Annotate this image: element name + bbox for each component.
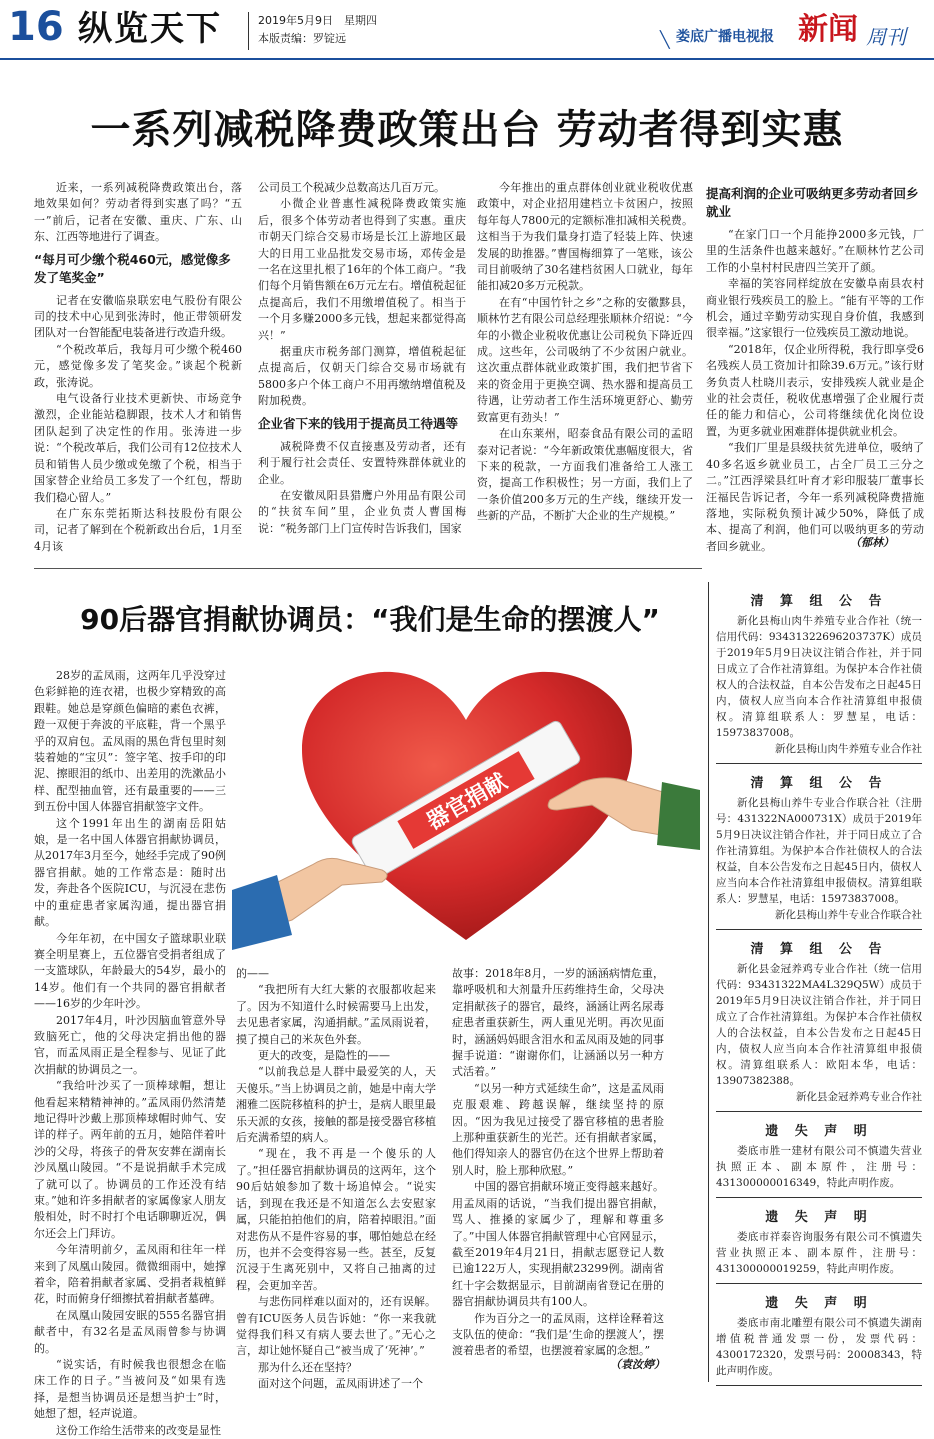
paragraph: 中国的器官捐献环境正变得越来越好。用孟凤雨的话说，“当我们提出器官捐献，骂人、推搡的家属少了，理解和尊重多了。”中国人体器官捐献管理中心官网显示，截至2019年4月21日，捐献志愿登记人数已逾122万人，实现捐献23299例。湖南省红十字会数据显示，目前湖南省登记在册的器官捐献协调员共有100人。: [452, 1180, 664, 1309]
paragraph: 幸福的笑容同样绽放在安徽阜南县农村商业银行残疾员工的脸上。“能有平等的工作机会，通过辛勤劳动实现自身价值，我感到很幸福。”这家银行一位残疾员工激动地说。: [706, 277, 924, 340]
paragraph: 公司员工个税减少总数高达几百万元。: [258, 181, 445, 194]
notice-body: 娄底市南北雕塑有限公司不慎遗失湖南增值税普通发票一份，发票代码：4300172320，发票号码：20008343，特此声明作废。: [716, 1317, 922, 1377]
organ-donation-illustration: [232, 650, 700, 960]
page-header: [0, 0, 934, 62]
subheading: 企业省下来的钱用于提高员工待遇等: [258, 415, 459, 431]
notice-box: [716, 930, 922, 1112]
notice-body: 新化县梅山养牛专业合作联合社（注册号：431322NA000731X）成员于2019年5月9日决议注销合作社，并于同日成立了合作社清算组。为保护本合作社债权人的合法权益，自本公告发布之日起45日内，债权人应当向本合作社清算组申报债权。清算组联系人：罗慧星，电话：15973837008。: [716, 797, 922, 905]
notice-body: 娄底市祥泰咨询服务有限公司不慎遗失营业执照正本、副本原件，注册号：431300000019259，特此声明作废。: [716, 1231, 922, 1275]
notice-body: 新化县金冠养鸡专业合作社（统一信用代码：93431322MA4L329Q5W）成员于2019年5月9日决议注销合作社，并于同日成立了合作社清算组。为保护本合作社债权人的合法权益，自本公告发布之日起45日内，债权人应当向本合作社清算组申报债权。清算组联系人：欧阳本华，电话：13907382388。: [716, 963, 922, 1087]
section-divider: [34, 568, 702, 569]
paragraph: 在有“中国竹针之乡”之称的安徽黟县，顺林竹艺有限公司总经理张顺林介绍说：“今年的小微企业税收优惠让公司税负下降近四成。这些年，公司吸纳了不少贫困户就业。这次重点群体就业政策扩围，我们把节省下来的资金用于更换空调、热水器和提高员工待遇，让劳动者工作生活环境更舒心、勤劳致富更有劲头！”: [477, 295, 693, 424]
scroll-banner-text: 器官捐献: [422, 769, 512, 835]
notice-box: [716, 764, 922, 930]
notice-box: [716, 1198, 922, 1284]
paragraph: 据重庆市税务部门测算，增值税起征点提高后，仅朝天门综合交易市场就有5800多户个体工商户不用再缴纳增值税及附加税费。: [258, 345, 466, 408]
notice-box: [716, 1112, 922, 1198]
notice-title: 清 算 组 公 告: [750, 594, 888, 609]
paragraph: 故事：2018年8月，一岁的涵涵病情危重，靠呼吸机和大剂量升压药维持生命，父母决定捐献孩子的器官，最终，涵涵让两名尿毒症患者重获新生，两人重见光明。再次见面时，涵涵妈妈眼含泪水和孟凤雨及她的同事握手说道：“谢谢你们，让涵涵以另一种方式活着。”: [452, 967, 664, 1079]
paragraph: 与悲伤同样难以面对的，还有误解。曾有ICU医务人员告诉她：“你一来我就觉得我们科又有病人要去世了。”无心之言，却让她怀疑自己“被当成了‘死神’。”: [236, 1295, 436, 1358]
paragraph: “我们厂里是县级扶贫先进单位，吸纳了40多名返乡就业员工，占全厂员工三分之二。”江西浮梁县红叶育才彩印服装厂董事长汪福民告诉记者，今年一系列减税降费措施落地，实际税负预计减少50%，降低了成本、提高了利润，他们可以吸纳更多的劳动者回乡就业。: [706, 441, 924, 553]
article2-headline: 90后器官捐献协调员：“我们是生命的摆渡人”: [80, 603, 660, 636]
paragraph: “个税改革后，我每月可少缴个税460元，感觉像多发了笔奖金。”谈起个税新政，张涛说。: [34, 342, 242, 389]
paragraph: 近来，一系列减税降费政策出台，落地效果如何？劳动者得到实惠了吗？“五一”前后，记者在安徽、重庆、广东、山东、江西等地进行了调查。: [34, 181, 242, 244]
notice-signature: 新化县梅山肉牛养殖专业合作社: [775, 743, 922, 755]
page-editor: 本版责编：罗锭远: [258, 32, 346, 45]
paragraph: 那为什么还在坚持？: [258, 1360, 357, 1374]
notices-sidebar: [716, 582, 922, 1386]
subheading: 提高利润的企业可吸纳更多劳动者回乡就业: [706, 186, 919, 219]
brand-sub: 周刊: [866, 25, 906, 49]
notices-sidebar-border: [708, 582, 709, 1382]
page-number: 16: [8, 4, 64, 50]
notice-box: [716, 1284, 922, 1386]
paragraph: “现在，我不再是一个傻乐的人了。”担任器官捐献协调员的这两年，这个90后姑娘参加了数十场追悼会。“说实话，到现在我还是不知道怎么去安慰家属，只能拍拍他们的肩，陪着掉眼泪。”面对悲伤从不是件容易的事，哪怕她总在经历，也并不会变得容易一些。甚至，反复沉浸于生离死别中，又将自己抽离的过程，会更加辛苦。: [236, 1147, 436, 1292]
article1-headline: 一系列减税降费政策出台 劳动者得到实惠: [90, 107, 844, 153]
header-slash-icon: ╲: [660, 30, 670, 49]
brand-main: 新闻: [798, 12, 858, 47]
paragraph: 作为百分之一的孟凤雨，这样诠释着这支队伍的使命：“我们是‘生命的摆渡人’，摆渡着患者的希望，也摆渡着家属的念想。”: [452, 1311, 664, 1358]
notice-body: 娄底市胜一建材有限公司不慎遗失营业执照正本、副本原件，注册号：431300000016349，特此声明作废。: [716, 1145, 922, 1189]
subheading: “每月可少缴个税460元，感觉像多发了笔奖金”: [34, 251, 231, 285]
notice-box: [716, 582, 922, 764]
paragraph: 这份工作给生活带来的改变是显性: [56, 1423, 221, 1437]
paragraph: 记者在安徽临泉联宏电气股份有限公司的技术中心见到张涛时，他正带领研发团队对一台智能配电装备进行改造升级。: [34, 293, 242, 340]
article2-column-2: [236, 966, 436, 1391]
paragraph: 减税降费不仅直接惠及劳动者，还有利于履行社会责任、安置特殊群体就业的企业。: [258, 439, 466, 486]
paragraph: 这个1991年出生的湖南岳阳姑娘，是一名中国人体器官捐献协调员，从2017年3月至今，她经手完成了90例器官捐献。她的工作常态是：随时出发，奔赴各个医院ICU，与沉浸在悲伤中的重症患者家属沟通，提出器官捐献。: [34, 816, 226, 929]
notice-signature: 新化县梅山养牛专业合作联合社: [775, 909, 922, 921]
header-divider: [248, 12, 249, 50]
section-title: 纵览天下: [78, 9, 222, 49]
paragraph: “以前我总是人群中最爱笑的人，天天傻乐。”当上协调员之前，她是中南大学湘雅二医院移植科的护士，是病人眼里最乐天派的女孩，接触的都是接受器官移植后充满希望的病人。: [236, 1065, 436, 1145]
notice-title: 遗 失 声 明: [765, 1296, 873, 1311]
paragraph: 更大的改变，是隐性的——: [258, 1049, 390, 1063]
article1-column-2: [258, 180, 466, 552]
issue-date: 2019年5月9日 星期四: [258, 14, 377, 27]
notice-body: 新化县梅山肉牛养殖专业合作社（统一信用代码：93431322696203737K）成员于2019年5月9日决议注销合作社，并于同日成立了合作社清算组。为保护本合作社债权人的合法权益，自本公告发布之日起45日内，债权人应当向本合作社清算组申报债权。清算组联系人：罗慧星，电话：15973837008。: [716, 615, 922, 739]
paragraph: “说实话，有时候我也很想念在临床工作的日子。”当被问及“如果有选择，是想当协调员还是想当护士”时，她想了想，轻声说道。: [34, 1358, 226, 1421]
paragraph: 在安徽凤阳县猎鹰户外用品有限公司的“扶贫车间”里，企业负责人曹国梅说：“税务部门上门宣传时告诉我们，国家: [258, 488, 466, 535]
paragraph: 在广东东莞拓斯达科技股份有限公司，记者了解到在个税新政出台后，1月至4月该: [34, 506, 242, 553]
article1-column-3: [477, 180, 693, 552]
notice-title: 遗 失 声 明: [765, 1124, 873, 1139]
heart-hands-icon: [232, 650, 700, 960]
paragraph: 电气设备行业技术更新快、市场竞争激烈，企业能站稳脚跟，技术人才和销售团队起到了决定性的作用。张涛进一步说：“个税改革后，我们公司有12位技术人员和销售人员少缴或免缴了个税，相当于国家替企业给员工多发了一个红包，帮助我们稳心留人。”: [34, 392, 242, 504]
paragraph: 2017年4月，叶沙因脑血管意外导致脑死亡，他的父母决定捐出他的器官，而孟凤雨正是全程参与、见证了此次捐献的协调员之一。: [34, 1013, 226, 1076]
paragraph: 今年清明前夕，孟凤雨和往年一样来到了凤凰山陵园。微微细雨中，她撑着伞，陪着捐献者家属、受捐者栽植鲜花，时而俯身仔细擦拭着捐献者墓碑。: [34, 1243, 226, 1306]
paragraph: 今年年初，在中国女子篮球职业联赛全明星赛上，五位器官受捐者组成了一支篮球队，年龄最大的54岁，最小的14岁。他们有一个共同的器官捐献者——16岁的少年叶沙。: [34, 931, 226, 1011]
article2-byline: （袁汝婷）: [610, 1358, 665, 1371]
notice-title: 遗 失 声 明: [765, 1210, 873, 1225]
paragraph: “在家门口一个月能挣2000多元钱，厂里的生活条件也越来越好。”在顺林竹艺公司工作的小皇村村民唐四兰笑开了颜。: [706, 228, 924, 274]
paragraph: “2018年，仅企业所得税，我行即享受6名残疾人员工资加计扣除39.6万元。”该行财务负责人杜晓川表示，安排残疾人就业是企业的社会责任，税收优惠增强了企业履行责任的能力和信心，公司将继续优化岗位设置，为更多就业困难群体提供就业机会。: [706, 342, 924, 438]
paragraph: “我把所有大红大紫的衣服都收起来了。因为不知道什么时候需要马上出发，去见患者家属，沟通捐献。”孟凤雨说着，摸了摸自己的米灰色外套。: [236, 983, 436, 1046]
article2-column-1: [34, 668, 226, 1437]
publisher-name: 娄底广播电视报: [676, 29, 774, 45]
right-sleeve-shape: [657, 782, 700, 850]
notice-signature: 新化县金冠养鸡专业合作社: [796, 1091, 922, 1103]
paragraph: 小微企业普惠性减税降费政策实施后，很多个体劳动者也得到了实惠。重庆市朝天门综合交易市场是长江上游地区最大的日用工业品批发交易市场，邓传金是一名在这里扎根了16年的个体工商户。“我们每个月销售额在6万元左右。增值税起征点提高后，我们不用缴增值税了。相当于一个月多赚2000多元钱，想起来都觉得高兴！”: [258, 197, 466, 342]
paragraph: “以另一种方式延续生命”，这是孟凤雨克服艰难、跨越误解，继续坚持的原因。“因为我见过接受了器官移植的患者脸上那种重获新生的光芒。还有捐献者家属，他们得知亲人的器官仍在这个世界上帮助着别人时，脸上那种欣慰。”: [452, 1081, 664, 1177]
notice-title: 清 算 组 公 告: [750, 942, 888, 957]
paragraph: 面对这个问题，孟凤雨讲述了一个: [258, 1377, 423, 1391]
paragraph: 的——: [236, 967, 269, 980]
header-rule: [0, 58, 934, 60]
notice-title: 清 算 组 公 告: [750, 776, 888, 791]
article1-byline: （郁林）: [850, 536, 894, 549]
paragraph: 28岁的孟凤雨，这两年几乎没穿过色彩鲜艳的连衣裙，也极少穿精致的高跟鞋。她总是穿颜色偏暗的素色衣裤，蹬一双便于奔波的平底鞋，背一个黑乎乎的双肩包。孟凤雨的黑色背包里时刻装着她的“宝贝”：签字笔、按手印的印泥、擦眼泪的纸巾、出差用的洗漱品小样、配型抽血管，还有最重要的——三到五份中国人体器官捐献签字文件。: [34, 669, 226, 814]
article1-column-1: [34, 180, 242, 552]
paragraph: 在山东莱州，昭泰食品有限公司的孟昭泰对记者说：“今年新政策优惠幅度很大，省下来的税款，一方面我们准备给工人涨工资，提高工作积极性；另一方面，我们上了一条价值200多万元的生产线，继续开发一些新的产品，不断扩大企业的生产规模。”: [477, 427, 693, 523]
paragraph: 在凤凰山陵园安眠的555名器官捐献者中，有32名是孟凤雨曾参与协调的。: [34, 1308, 226, 1355]
article2-column-3: [452, 966, 664, 1380]
paragraph: “我给叶沙买了一顶棒球帽，想让他看起来精精神神的。”孟凤雨仍然清楚地记得叶沙戴上那顶棒球帽时帅气、安详的样子。两年前的五月，她陪伴着叶沙的父母，将孩子的骨灰安葬在湖南长沙凤凰山陵园。“不是说捐献手术完成了就可以了。协调员的工作还没有结束。”她和许多捐献者的家属像家人朋友般相处，时不时打个电话聊聊近况，偶尔还会上门拜访。: [34, 1079, 226, 1240]
paragraph: 今年推出的重点群体创业就业税收优惠政策中，对企业招用建档立卡贫困户，按照每年每人7800元的定额标准扣减相关税费。这相当于为我们量身打造了轻装上阵、快速发展的助推器。”曹国梅细算了一笔账，该公司目前吸纳了30名建档贫困人口就业，每年能扣减20多万元税款。: [477, 181, 693, 293]
